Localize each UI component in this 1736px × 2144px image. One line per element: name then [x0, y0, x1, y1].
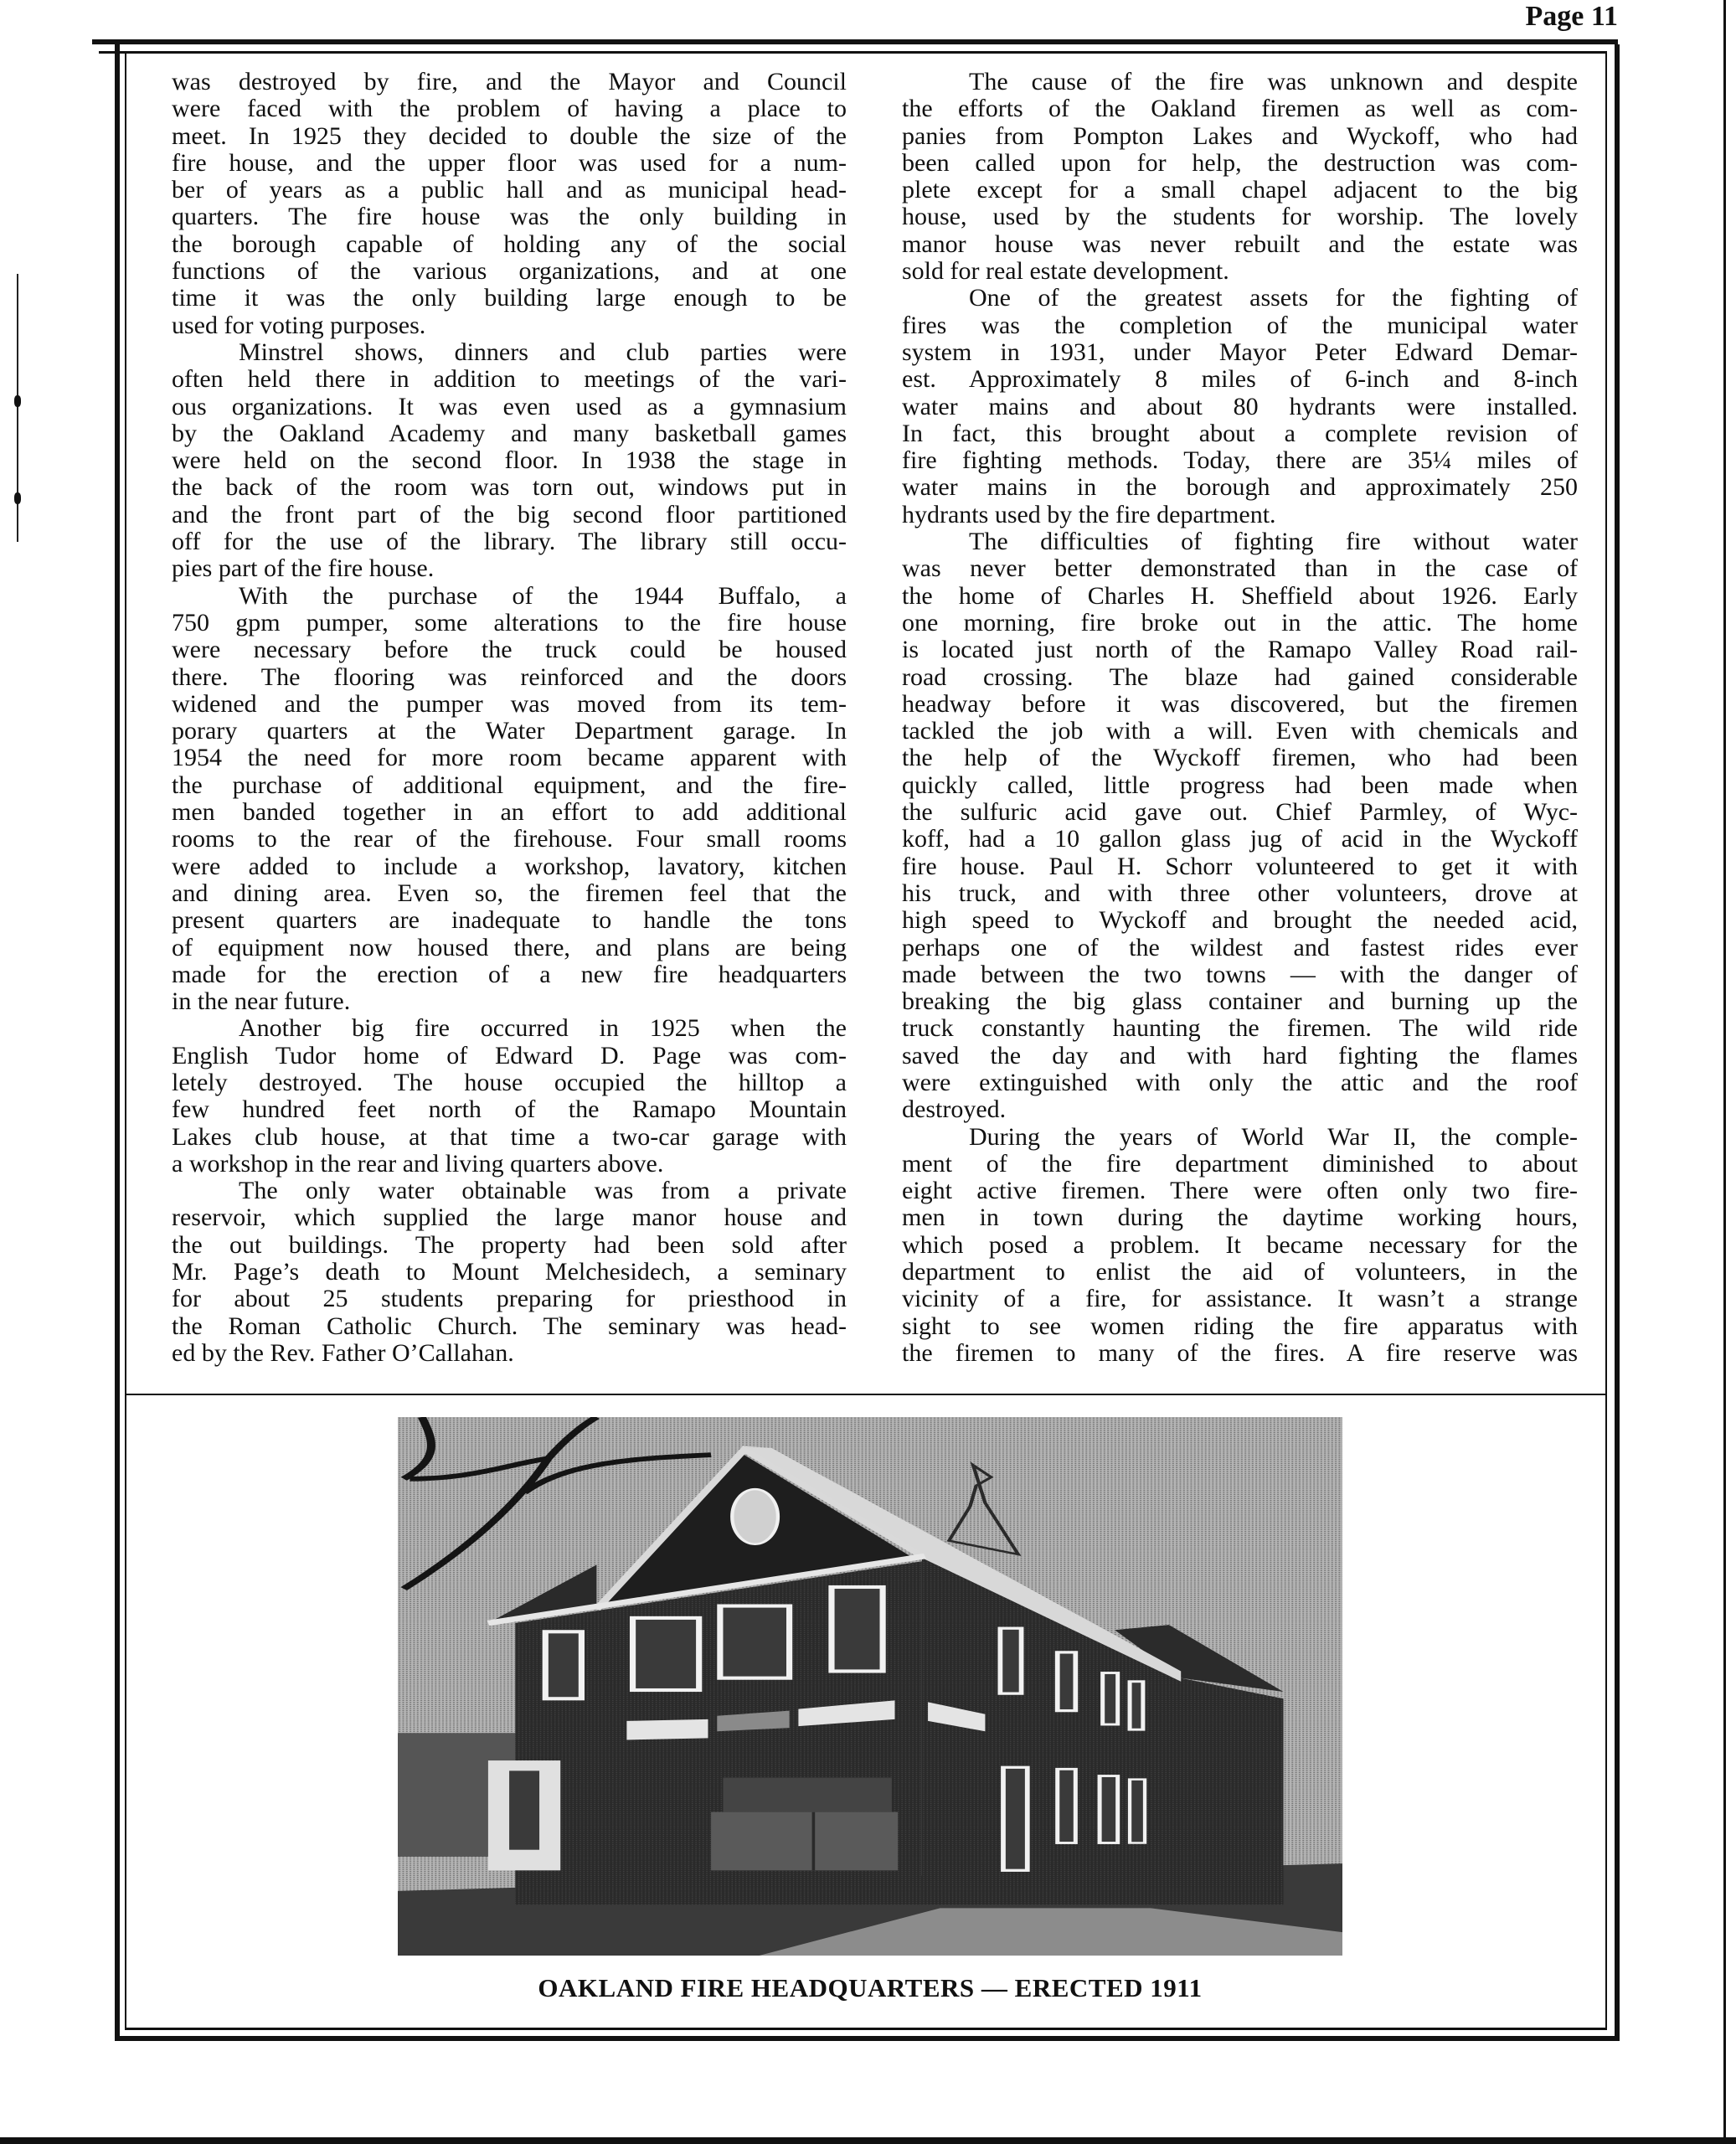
- text-line: One of the greatest assets for the fighting of: [969, 284, 1578, 312]
- margin-binding-mark: [14, 395, 21, 407]
- text-line: a workshop in the rear and living quarters above.: [172, 1149, 664, 1178]
- window: [720, 1606, 790, 1678]
- text-line: Another big fire occurred in 1925 when the: [239, 1014, 847, 1043]
- text-line: meet. In 1925 they decided to double the size of the: [172, 121, 847, 150]
- photo-caption: OAKLAND FIRE HEADQUARTERS — ERECTED 1911: [538, 1973, 1203, 2002]
- text-line: was never better demonstrated than in the case of: [902, 554, 1578, 583]
- fire-headquarters-illustration: [398, 1417, 1342, 1956]
- text-line: were necessary before the truck could be housed: [172, 636, 847, 664]
- text-line: house, used by the students for worship. The lovely: [902, 203, 1578, 231]
- text-line: destroyed.: [902, 1095, 1007, 1124]
- fire-headquarters-photo: [398, 1417, 1342, 1956]
- text-line: present quarters are inadequate to handle the tons: [172, 906, 847, 935]
- text-line: truck constantly haunting the firemen. The wild ride: [902, 1014, 1578, 1043]
- text-line: was destroyed by fire, and the Mayor and Council: [172, 68, 847, 95]
- article-column-left: [172, 69, 847, 1367]
- top-thick-rule: [92, 39, 1618, 44]
- text-line: and the front part of the big second floor partitioned: [172, 500, 847, 528]
- bottom-black-band: [0, 2137, 1736, 2144]
- text-line: high speed to Wyckoff and brought the needed acid,: [902, 906, 1578, 935]
- text-line: the firemen to many of the fires. A fire reserve was: [902, 1338, 1578, 1367]
- text-line: men banded together in an effort to add additional: [172, 798, 847, 827]
- text-line: department to enlist the aid of volunteers, in the: [902, 1258, 1578, 1286]
- text-line: eight active firemen. There were often only two fire-: [902, 1177, 1578, 1205]
- text-line: made between the two towns — with the danger of: [902, 960, 1578, 988]
- window: [1058, 1769, 1076, 1842]
- text-line: road crossing. The blaze had gained considerable: [902, 662, 1578, 691]
- text-line: ber of years as a public hall and as municipal head-: [172, 176, 847, 204]
- text-line: made for the erection of a new fire headquarters: [172, 960, 847, 988]
- left-outer-frame: [115, 44, 120, 2039]
- text-line: fires was the completion of the municipal water: [902, 311, 1578, 339]
- text-line: In fact, this brought about a complete revision of: [902, 419, 1578, 447]
- text-line: est. Approximately 8 miles of 6-inch and 8-inch: [902, 365, 1578, 394]
- text-line: which posed a problem. It became necessary for the: [902, 1230, 1578, 1259]
- text-line: koff, had a 10 gallon glass jug of acid in the Wyckoff: [902, 825, 1578, 853]
- text-line: few hundred feet north of the Ramapo Mountain: [172, 1095, 847, 1124]
- engine-bay-door: [711, 1812, 898, 1871]
- text-line: pies part of the fire house.: [172, 554, 435, 583]
- text-line: of equipment now housed there, and plans are being: [172, 933, 847, 961]
- text-line: men in town during the daytime working hours,: [902, 1203, 1578, 1232]
- window: [832, 1587, 883, 1671]
- text-line: panies from Pompton Lakes and Wyckoff, who had: [902, 121, 1578, 150]
- text-line: water mains and about 80 hydrants were installed.: [902, 392, 1578, 420]
- text-line: off for the use of the library. The library still occu-: [172, 528, 847, 556]
- window: [1058, 1652, 1076, 1711]
- text-line: saved the day and with hard fighting the flames: [902, 1041, 1578, 1069]
- window: [545, 1631, 581, 1698]
- text-line: During the years of World War II, the comple-: [969, 1122, 1578, 1151]
- text-line: 750 gpm pumper, some alterations to the fire house: [172, 608, 847, 636]
- text-line: the sulfuric acid gave out. Chief Parmley, of Wyc-: [902, 798, 1578, 827]
- window: [1100, 1776, 1118, 1843]
- window: [1000, 1628, 1021, 1693]
- text-line: and dining area. Even so, the firemen feel that the: [172, 879, 847, 907]
- text-line: the borough capable of holding any of the social: [172, 229, 847, 258]
- text-line: The difficulties of fighting fire without water: [969, 528, 1578, 556]
- margin-binding-mark: [14, 492, 21, 504]
- text-line: the home of Charles H. Sheffield about 1926. Early: [902, 581, 1578, 610]
- sign-band: [626, 1719, 708, 1740]
- text-line: the efforts of the Oakland firemen as well as com-: [902, 95, 1578, 123]
- text-line: rooms to the rear of the firehouse. Four small rooms: [172, 825, 847, 853]
- text-line: his truck, and with three other volunteers, drove at: [902, 879, 1578, 907]
- text-line: perhaps one of the wildest and fastest rides ever: [902, 933, 1578, 961]
- text-line: The only water obtainable was from a private: [239, 1177, 847, 1205]
- text-line: is located just north of the Ramapo Valley Road rail-: [902, 636, 1578, 664]
- right-outer-frame: [1615, 44, 1620, 2039]
- bay-window-strip: [723, 1778, 891, 1812]
- text-line: tackled the job with a will. Even with chemicals and: [902, 717, 1578, 745]
- window: [1103, 1673, 1118, 1725]
- window: [1003, 1767, 1028, 1870]
- text-line: fire house, and the upper floor was used for a num-: [172, 148, 847, 177]
- far-right-edge-line: [1723, 0, 1726, 2140]
- window: [1130, 1682, 1143, 1729]
- page-number: Page 11: [1525, 1, 1618, 32]
- window: [1130, 1780, 1145, 1843]
- text-line: Minstrel shows, dinners and club parties were: [239, 338, 847, 366]
- text-line: time it was the only building large enough to be: [172, 284, 847, 312]
- text-line: headway before it was discovered, but the firemen: [902, 689, 1578, 718]
- text-line: 1954 the need for more room became apparent with: [172, 744, 847, 772]
- right-inner-frame: [1605, 51, 1607, 2030]
- text-line: system in 1931, under Mayor Peter Edward Demar-: [902, 338, 1578, 366]
- text-line: fire fighting methods. Today, there are 35¼ miles of: [902, 446, 1578, 475]
- text-line: hydrants used by the fire department.: [902, 500, 1276, 528]
- text-line: often held there in addition to meetings of the vari-: [172, 365, 847, 394]
- text-line: sight to see women riding the fire apparatus with: [902, 1312, 1578, 1340]
- text-line: fire house. Paul H. Schorr volunteered to get it with: [902, 852, 1578, 880]
- window: [633, 1618, 699, 1690]
- left-inner-frame: [125, 51, 126, 2030]
- text-line: quickly called, little progress had been made when: [902, 770, 1578, 799]
- round-gable-window: [732, 1489, 778, 1544]
- text-line: functions of the various organizations, and at one: [172, 257, 847, 286]
- text-line: the Roman Catholic Church. The seminary was head-: [172, 1312, 847, 1340]
- text-line: breaking the big glass container and burning up the: [902, 987, 1578, 1016]
- article-column-right: [902, 69, 1578, 1367]
- text-line: quarters. The fire house was the only building in: [172, 203, 847, 231]
- text-line: the help of the Wyckoff firemen, who had been: [902, 744, 1578, 772]
- text-line: manor house was never rebuilt and the estate was: [902, 229, 1578, 258]
- photo-separator-rule: [126, 1394, 1605, 1395]
- text-line: by the Oakland Academy and many basketball games: [172, 419, 847, 447]
- text-line: vicinity of a fire, for assistance. It wasn’t a strange: [902, 1285, 1578, 1313]
- text-line: in the near future.: [172, 987, 351, 1016]
- text-line: ment of the fire department diminished to about: [902, 1149, 1578, 1178]
- text-line: water mains in the borough and approximately 250: [902, 473, 1578, 502]
- text-line: sold for real estate development.: [902, 257, 1229, 286]
- text-line: Lakes club house, at that time a two-car garage with: [172, 1122, 847, 1151]
- text-line: letely destroyed. The house occupied the hilltop a: [172, 1068, 847, 1096]
- text-line: plete except for a small chapel adjacent to the big: [902, 176, 1578, 204]
- text-line: English Tudor home of Edward D. Page was com-: [172, 1041, 847, 1069]
- bottom-inner-rule: [125, 2028, 1607, 2030]
- text-line: The cause of the fire was unknown and despite: [969, 68, 1578, 95]
- text-line: the out buildings. The property had been sold after: [172, 1230, 847, 1259]
- text-line: porary quarters at the Water Department garage. In: [172, 717, 847, 745]
- text-line: ous organizations. It was even used as a gymnasium: [172, 392, 847, 420]
- text-line: the back of the room was torn out, windows put in: [172, 473, 847, 502]
- text-line: used for voting purposes.: [172, 311, 426, 339]
- text-line: Mr. Page’s death to Mount Melchesidech, a seminary: [172, 1258, 847, 1286]
- text-line: for about 25 students preparing for priesthood in: [172, 1285, 847, 1313]
- text-line: were faced with the problem of having a place to: [172, 95, 847, 123]
- text-line: were extinguished with only the attic and the roof: [902, 1068, 1578, 1096]
- top-thin-rule: [99, 51, 1606, 54]
- text-line: one morning, fire broke out in the attic. The home: [902, 608, 1578, 636]
- text-line: were added to include a workshop, lavatory, kitchen: [172, 852, 847, 880]
- bottom-thick-rule: [115, 2036, 1620, 2041]
- text-line: widened and the pumper was moved from its tem-: [172, 689, 847, 718]
- text-line: been called upon for help, the destruction was com-: [902, 148, 1578, 177]
- text-line: ed by the Rev. Father O’Callahan.: [172, 1338, 514, 1367]
- text-line: the purchase of additional equipment, and the fire-: [172, 770, 847, 799]
- text-line: reservoir, which supplied the large manor house and: [172, 1203, 847, 1232]
- text-line: With the purchase of the 1944 Buffalo, a: [239, 581, 847, 610]
- text-line: were held on the second floor. In 1938 the stage in: [172, 446, 847, 475]
- text-line: there. The flooring was reinforced and the doors: [172, 662, 847, 691]
